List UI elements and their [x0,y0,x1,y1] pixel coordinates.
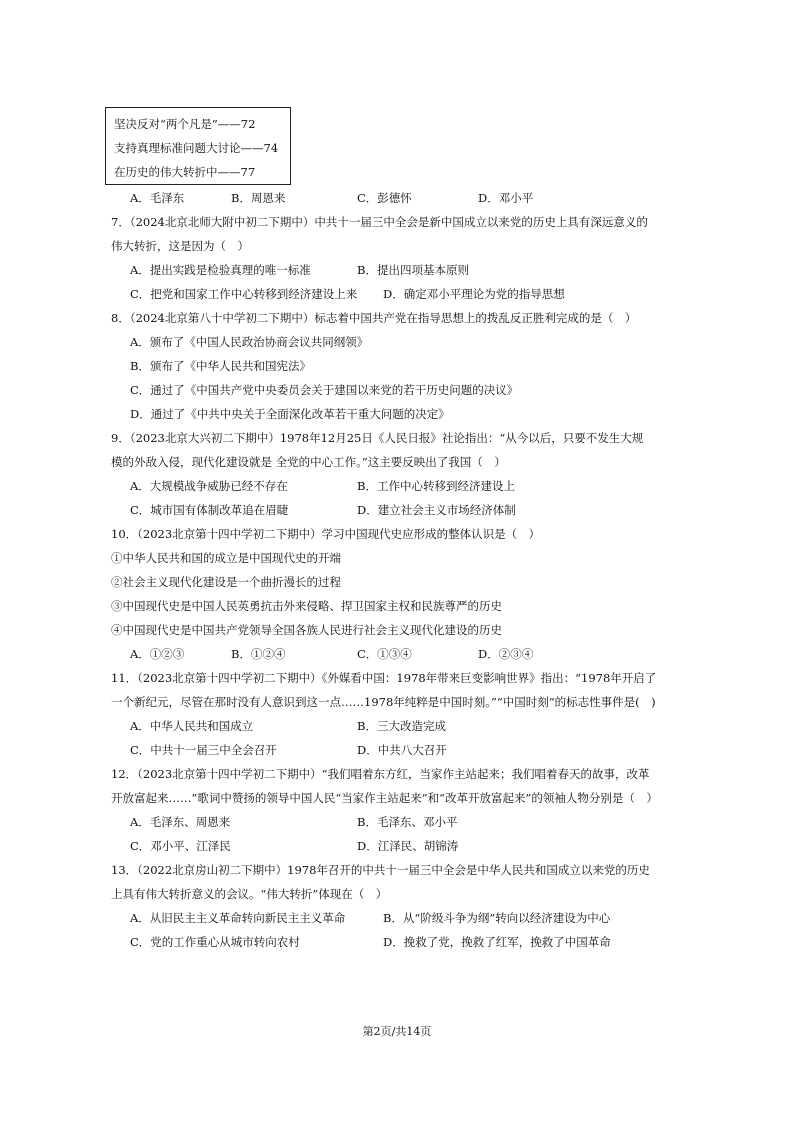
option-b: B．三大改造完成 [357,719,446,733]
statement-item: ③中国现代史是中国人民英勇抗击外来侵略、捍卫国家主权和民族尊严的历史 [111,599,502,613]
option-d: D．邓小平 [478,191,534,205]
question-9-stem: 模的外敌入侵，现代化建设就是 全党的中心工作。”这主要反映出了我国（ ） [111,455,506,469]
option-b: B．周恩来 [231,191,286,205]
statement-item: ④中国现代史是中国共产党领导全国各族人民进行社会主义现代化建设的历史 [111,623,502,637]
question-13-stem: 13．（2022北京房山初二下期中）1978年召开的中共十一届三中全会是中华人民共和国成立以来党的历史 [111,863,650,877]
option-d: D．中共八大召开 [357,743,447,757]
question-7-stem: 7．（2024北京北师大附中初二下期中）中共十一届三中全会是新中国成立以来党的历史上具有深远意义的 [111,215,648,229]
question-12-stem: 12．（2023北京第十四中学初二下期中）“我们唱着东方红，当家作主站起来；我们唱着春天的故事，改革 [111,767,650,781]
option-b: B．①②④ [231,647,286,661]
option-b: B．工作中心转移到经济建设上 [357,479,515,493]
question-12-stem: 开放富起来……”歌词中赞扬的领导中国人民“当家作主站起来”和“改革开放富起来”的领袖人物分别是（ ） [111,791,658,805]
question-11-stem: 一个新纪元，尽管在那时没有人意识到这一点……1978年纯粹是中国时刻。”“中国时刻”的标志性事件是( ) [111,695,656,709]
option-d: D．通过了《中共中央关于全面深化改革若干重大问题的决定》 [130,407,450,421]
option-c: C．邓小平、江泽民 [130,839,231,853]
option-a: A．毛泽东、周恩来 [130,815,231,829]
option-a: A．从旧民主主义革命转向新民主主义革命 [130,911,346,925]
box-line: 在历史的伟大转折中——77 [114,165,256,179]
option-c: C．把党和国家工作中心转移到经济建设上来 [130,287,358,301]
question-7-stem: 伟大转折，这是因为（ ） [111,239,249,253]
option-c: C．①③④ [357,647,412,661]
option-b: B．颁布了《中华人民共和国宪法》 [130,359,311,373]
option-c: C．城市国有体制改革追在眉睫 [130,503,289,517]
option-c: C．彭德怀 [357,191,412,205]
statement-item: ①中华人民共和国的成立是中国现代史的开端 [111,551,341,565]
option-b: B．从“阶级斗争为纲”转向以经济建设为中心 [383,911,611,925]
option-c: C．中共十一届三中全会召开 [130,743,277,757]
box-line: 支持真理标准问题大讨论——74 [114,141,279,155]
option-d: D．②③④ [478,647,534,661]
option-d: D．建立社会主义市场经济体制 [357,503,516,517]
option-b: B．毛泽东、邓小平 [357,815,458,829]
question-11-stem: 11．（2023北京第十四中学初二下期中）《外媒看中国：1978年带来巨变影响世界》指出：“1978年开启了 [111,671,657,685]
option-a: A．大规模战争威胁已经不存在 [130,479,288,493]
option-a: A．颁布了《中国人民政治协商会议共同纲领》 [130,335,369,349]
question-13-stem: 上具有伟大转折意义的会议。“伟大转折”体现在（ ） [111,887,388,901]
box-line: 坚决反对“两个凡是”——72 [114,117,256,131]
option-c: C．党的工作重心从城市转向农村 [130,935,300,949]
quote-box [105,107,291,185]
option-d: D．江泽民、胡锦涛 [357,839,459,853]
option-b: B．提出四项基本原则 [357,263,469,277]
option-a: A．①②③ [130,647,185,661]
option-c: C．通过了《中国共产党中央委员会关于建国以来党的若干历史问题的决议》 [130,383,519,397]
page-number: 第2页/共14页 [362,1025,432,1038]
option-d: D．挽救了党，挽救了红军，挽救了中国革命 [383,935,611,949]
option-a: A．中华人民共和国成立 [130,719,254,733]
statement-item: ②社会主义现代化建设是一个曲折漫长的过程 [111,575,341,589]
question-9-stem: 9．（2023北京大兴初二下期中）1978年12月25日《人民日报》社论指出：“从今以后，只要不发生大规 [111,431,644,445]
option-a: A．提出实践是检验真理的唯一标准 [130,263,311,277]
option-a: A．毛泽东 [130,191,185,205]
question-8-stem: 8．（2024北京第八十中学初二下期中）标志着中国共产党在指导思想上的拨乱反正胜利完成的是（ ） [111,311,637,325]
option-d: D．确定邓小平理论为党的指导思想 [383,287,565,301]
question-10-stem: 10．（2023北京第十四中学初二下期中）学习中国现代史应形成的整体认识是（ ） [111,527,541,541]
